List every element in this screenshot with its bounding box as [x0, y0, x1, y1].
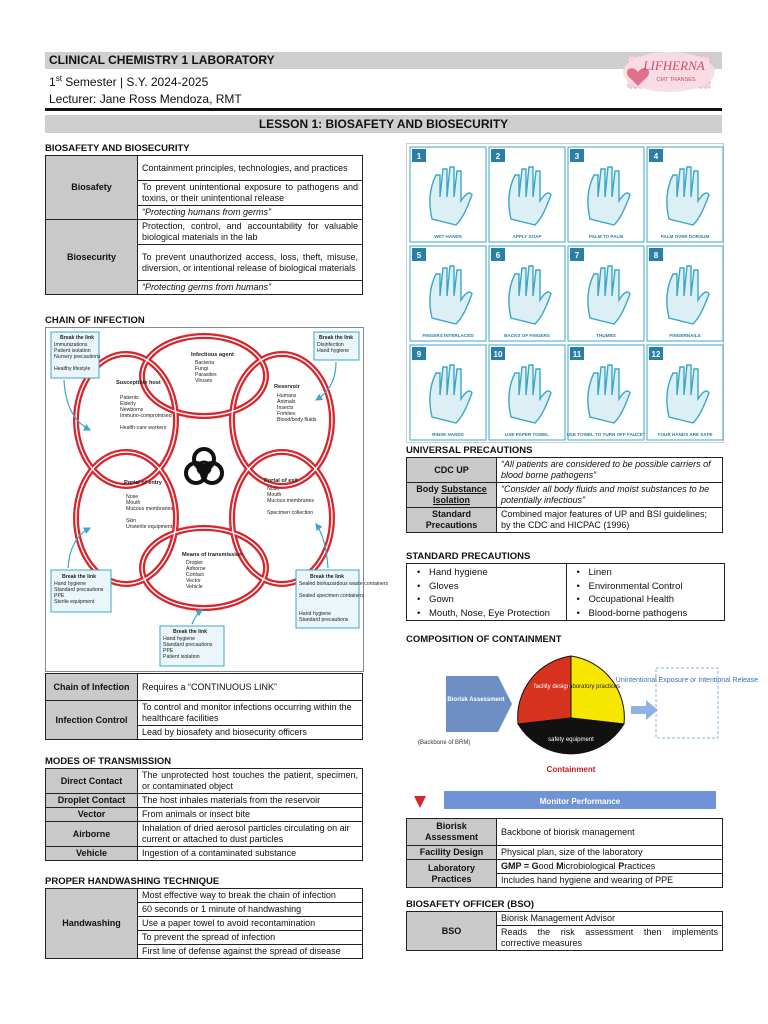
- containment-table: [406, 818, 723, 888]
- biorisk-assessment-text: Biorisk Assessment: [447, 697, 505, 703]
- svg-text:Mucous membranes: Mucous membranes: [267, 498, 314, 504]
- svg-text:Reservoir: Reservoir: [274, 384, 300, 390]
- handwash-step-tile: [489, 147, 565, 242]
- bso-table: [406, 911, 723, 951]
- svg-text:Contact: Contact: [186, 572, 204, 578]
- step-label: PALM TO PALM: [588, 234, 624, 239]
- handwash-step-tile: [410, 147, 486, 242]
- svg-text:Mucous membranes: Mucous membranes: [126, 506, 173, 512]
- chain-label: Chain of Infection: [46, 674, 138, 701]
- step-label: WET HANDS: [434, 234, 462, 239]
- table-cell: Lead by biosafety and biosecurity officers: [138, 726, 363, 740]
- table-cell: Most effective way to break the chain of infection: [138, 889, 363, 903]
- handwashing-steps-figure: [406, 143, 724, 443]
- table-cell: First line of defense against the spread of disease: [138, 945, 363, 959]
- table-cell: Use a paper towel to avoid recontamination: [138, 917, 363, 931]
- step-number: 7: [574, 251, 580, 260]
- lifherna-logo: [618, 44, 720, 100]
- mode-label: Direct Contact: [46, 769, 138, 794]
- svg-text:PPE: PPE: [163, 648, 174, 654]
- handwash-step-tile: [489, 345, 565, 440]
- handwash-step-tile: [647, 246, 723, 341]
- table-cell: The host inhales materials from the reservoir: [138, 794, 363, 808]
- node-reservoir: [274, 384, 317, 423]
- modes-table: [45, 768, 363, 861]
- svg-text:Nursery precautions: Nursery precautions: [54, 354, 101, 360]
- svg-text:Insects: Insects: [277, 405, 294, 411]
- list-item: • Gown: [429, 593, 566, 607]
- list-item: • Occupational Health: [589, 593, 725, 607]
- table-cell: The unprotected host touches the patient, specimen, or contaminated object: [138, 769, 363, 794]
- svg-text:Immunizations: Immunizations: [54, 342, 88, 348]
- break-link-top-right: [314, 332, 359, 360]
- bso-label: BSO: [407, 912, 497, 951]
- svg-text:Patient isolation: Patient isolation: [54, 348, 91, 354]
- svg-text:Fungi: Fungi: [195, 366, 208, 372]
- break-link-bottom-right: [296, 570, 389, 628]
- list-item: • Mouth, Nose, Eye Protection: [429, 607, 566, 621]
- svg-text:Animals: Animals: [277, 399, 296, 405]
- break-link-bottom-center: [160, 626, 224, 666]
- biosafety-table: [45, 155, 363, 295]
- up-label: CDC UP: [407, 458, 497, 483]
- sp-label: Standard Precautions: [407, 508, 497, 533]
- handwash-step-tile: [489, 246, 565, 341]
- backbone-text: (Backbone of BRM): [418, 740, 471, 746]
- step-number: 4: [653, 152, 659, 161]
- mode-label: Vector: [46, 808, 138, 822]
- lecturer-line: Lecturer: Jane Ross Mendoza, RMT: [49, 92, 242, 106]
- biohazard-icon: [186, 449, 222, 483]
- step-number: 9: [416, 350, 422, 359]
- section-universal-heading: UNIVERSAL PRECAUTIONS: [406, 445, 533, 456]
- svg-text:Newborns: Newborns: [120, 407, 144, 413]
- section-chain-heading: CHAIN OF INFECTION: [45, 315, 145, 326]
- table-cell: To prevent the spread of infection: [138, 931, 363, 945]
- section-standard-heading: STANDARD PRECAUTIONS: [406, 551, 531, 562]
- semester-line: 1st Semester | S.Y. 2024-2025: [49, 74, 209, 89]
- svg-text:Vehicle: Vehicle: [186, 584, 203, 590]
- list-item: • Blood-borne pathogens: [589, 607, 725, 621]
- svg-text:Hand hygiene: Hand hygiene: [317, 348, 350, 354]
- table-cell: Requires a “CONTINUOUS LINK”: [138, 674, 363, 701]
- svg-text:Parasites: Parasites: [195, 372, 217, 378]
- svg-text:Sealed specimen containers: Sealed specimen containers: [299, 593, 365, 599]
- lab-practices-text: laboratory practices: [567, 684, 621, 690]
- table-cell: Containment principles, technologies, and practices: [138, 156, 363, 181]
- svg-text:Hand hygiene: Hand hygiene: [299, 611, 332, 617]
- svg-text:Elderly: Elderly: [120, 401, 136, 407]
- facility-design-text: facility design: [533, 684, 571, 690]
- table-cell: Includes hand hygiene and wearing of PPE: [497, 874, 723, 888]
- containment-figure: [406, 646, 759, 817]
- svg-text:Bacteria: Bacteria: [195, 360, 215, 366]
- table-cell: Combined major features of UP and BSI guidelines; by the CDC and HICPAC (1996): [497, 508, 723, 533]
- header-rule: [45, 108, 722, 111]
- table-cell: From animals or insect bite: [138, 808, 363, 822]
- svg-text:Standard precautions: Standard precautions: [54, 587, 104, 593]
- section-bso-heading: BIOSAFETY OFFICER (BSO): [406, 899, 535, 910]
- handwashing-label: Handwashing: [46, 889, 138, 959]
- list-item: • Environmental Control: [589, 580, 725, 594]
- step-label: USE PAPER TOWEL: [505, 432, 549, 437]
- gmp-cell: GMP = Good Microbiological Practices: [497, 860, 723, 874]
- table-cell: Backbone of biorisk management: [497, 819, 723, 846]
- svg-text:Portal of entry: Portal of entry: [124, 480, 162, 486]
- containment-label: Containment: [546, 765, 596, 774]
- handwash-step-tile: [567, 345, 646, 440]
- svg-text:Nose: Nose: [126, 494, 139, 500]
- table-cell: Physical plan, size of the laboratory: [497, 846, 723, 860]
- step-number: 1: [416, 152, 422, 161]
- step-number: 2: [495, 152, 501, 161]
- svg-text:Skin: Skin: [126, 518, 137, 524]
- svg-text:Disinfection: Disinfection: [317, 342, 344, 348]
- table-cell: 60 seconds or 1 minute of handwashing: [138, 903, 363, 917]
- infection-control-label: Infection Control: [46, 701, 138, 740]
- table-cell: Reads the risk assessment then implements corrective measures: [497, 926, 723, 951]
- step-label: THUMBS: [596, 333, 616, 338]
- node-infectious-agent: [191, 352, 234, 384]
- svg-text:Unsterile equipment: Unsterile equipment: [126, 524, 173, 530]
- svg-text:Nose: Nose: [267, 486, 280, 492]
- svg-text:Break the link: Break the link: [310, 574, 345, 580]
- handwash-step-tile: [568, 147, 644, 242]
- step-label: RINSE HANDS: [432, 432, 464, 437]
- monitor-performance-text: Monitor Performance: [539, 797, 621, 806]
- lesson-title: LESSON 1: BIOSAFETY AND BIOSECURITY: [45, 115, 722, 133]
- biorisk-label: Biorisk Assessment: [407, 819, 497, 846]
- table-cell: To prevent unauthorized access, loss, theft, misuse, diversion, or intentional release of biological materials: [138, 245, 363, 281]
- svg-text:Blood/body fluids: Blood/body fluids: [277, 417, 317, 423]
- svg-text:Break the link: Break the link: [173, 629, 208, 635]
- section-containment-heading: COMPOSITION OF CONTAINMENT: [406, 634, 562, 645]
- svg-text:Fomites: Fomites: [277, 411, 296, 417]
- svg-text:Healthy lifestyle: Healthy lifestyle: [54, 366, 91, 372]
- table-cell: “Protecting humans from germs”: [138, 206, 363, 220]
- step-number: 5: [416, 251, 422, 260]
- step-label: FINGERNAILS: [669, 333, 701, 338]
- svg-text:Patient isolation: Patient isolation: [163, 654, 200, 660]
- handwashing-table: [45, 888, 363, 959]
- bsi-label: Body Substance Isolation: [407, 483, 497, 508]
- step-number: 8: [653, 251, 659, 260]
- outcome-text: Unintentional Exposure or Intentional Release: [615, 677, 759, 684]
- list-item: • Linen: [589, 566, 725, 580]
- table-cell: “All patients are considered to be possible carriers of blood borne pathogens”: [497, 458, 723, 483]
- svg-text:Airborne: Airborne: [186, 566, 206, 572]
- svg-text:Immuno-compromised: Immuno-compromised: [120, 413, 172, 419]
- mode-label: Vehicle: [46, 847, 138, 861]
- svg-text:Droplet: Droplet: [186, 560, 203, 566]
- handwash-step-tile: [568, 246, 644, 341]
- section-biosafety-heading: BIOSAFETY AND BIOSECURITY: [45, 143, 190, 154]
- step-label: FINGERS INTERLACED: [422, 333, 474, 338]
- mode-label: Droplet Contact: [46, 794, 138, 808]
- node-portal-of-exit: [264, 478, 314, 516]
- svg-text:Break the link: Break the link: [60, 335, 95, 341]
- svg-text:Standard precautions: Standard precautions: [163, 642, 213, 648]
- svg-text:Mouth: Mouth: [267, 492, 282, 498]
- svg-text:Infectious agent: Infectious agent: [191, 352, 234, 358]
- safety-equipment-text: safety equipment: [548, 737, 594, 743]
- step-number: 6: [495, 251, 501, 260]
- lab-practices-label: Laboratory Practices: [407, 860, 497, 888]
- svg-text:Sealed biohazardous waste cont: Sealed biohazardous waste containers: [299, 581, 389, 587]
- svg-text:Hand hygiene: Hand hygiene: [163, 636, 196, 642]
- mode-label: Airborne: [46, 822, 138, 847]
- svg-text:Break the link: Break the link: [62, 574, 97, 580]
- svg-text:Standard precautions: Standard precautions: [299, 617, 349, 623]
- biosafety-label: Biosafety: [46, 156, 138, 220]
- svg-text:Portal of exit: Portal of exit: [264, 478, 298, 484]
- svg-text:LIFHERNA: LIFHERNA: [643, 58, 705, 73]
- standard-precautions-list: [406, 563, 725, 621]
- table-cell: Protection, control, and accountability for valuable biological materials in the lab: [138, 220, 363, 245]
- svg-text:PPE: PPE: [54, 593, 65, 599]
- break-link-top-left: [51, 332, 101, 378]
- list-item: • Hand hygiene: [429, 566, 566, 580]
- svg-text:Break the link: Break the link: [319, 335, 354, 341]
- step-label: YOUR HANDS ARE SAFE: [657, 432, 713, 437]
- table-cell: Inhalation of dried aerosol particles circulating on air current or attached to dust particles: [138, 822, 363, 847]
- table-cell: Biorisk Management Advisor: [497, 912, 723, 926]
- handwash-step-tile: [647, 147, 723, 242]
- course-title: CLINICAL CHEMISTRY 1 LABORATORY: [45, 52, 722, 69]
- table-cell: To control and monitor infections occurring within the healthcare facilities: [138, 701, 363, 726]
- step-number: 11: [572, 350, 582, 359]
- svg-text:Patients: Patients: [120, 395, 139, 401]
- svg-text:Susceptible host: Susceptible host: [116, 380, 161, 386]
- section-handwashing-heading: PROPER HANDWASHING TECHNIQUE: [45, 876, 220, 887]
- svg-text:Means of transmission: Means of transmission: [182, 552, 243, 558]
- svg-text:Health-care workers: Health-care workers: [120, 425, 167, 431]
- table-cell: “Protecting germs from humans”: [138, 281, 363, 295]
- step-number: 3: [574, 152, 580, 161]
- handwash-step-tile: [647, 345, 723, 440]
- step-label: BACKS OF FINGERS: [504, 333, 550, 338]
- svg-text:CMT TRANSES: CMT TRANSES: [656, 77, 696, 83]
- handwash-step-tile: [410, 345, 486, 440]
- step-number: 12: [651, 350, 661, 359]
- chain-of-infection-figure: [45, 327, 389, 672]
- handwash-step-tile: [410, 246, 486, 341]
- svg-text:Humans: Humans: [277, 393, 297, 399]
- table-cell: “Consider all body fluids and moist substances to be potentially infectious”: [497, 483, 723, 508]
- step-label: PALM OVER DORSUM: [660, 234, 710, 239]
- step-number: 10: [493, 350, 503, 359]
- universal-table: [406, 457, 723, 533]
- table-cell: To prevent unintentional exposure to pathogens and toxins, or their unintentional release: [138, 181, 363, 206]
- node-means-of-transmission: [182, 552, 243, 590]
- svg-text:Hand hygiene: Hand hygiene: [54, 581, 87, 587]
- step-label: APPLY SOAP: [512, 234, 542, 239]
- step-label: USE TOWEL TO TURN OFF FAUCET: [566, 432, 646, 437]
- break-link-bottom-left: [51, 570, 111, 612]
- svg-text:Vector: Vector: [186, 578, 201, 584]
- biosecurity-label: Biosecurity: [46, 220, 138, 295]
- chain-infection-table: [45, 673, 363, 740]
- svg-text:Sterile equipment: Sterile equipment: [54, 599, 95, 605]
- table-cell: Ingestion of a contaminated substance: [138, 847, 363, 861]
- section-modes-heading: MODES OF TRANSMISSION: [45, 756, 172, 767]
- svg-text:Mouth: Mouth: [126, 500, 141, 506]
- svg-text:Specimen collection: Specimen collection: [267, 510, 314, 516]
- svg-text:Viruses: Viruses: [195, 378, 213, 384]
- facility-label: Facility Design: [407, 846, 497, 860]
- list-item: • Gloves: [429, 580, 566, 594]
